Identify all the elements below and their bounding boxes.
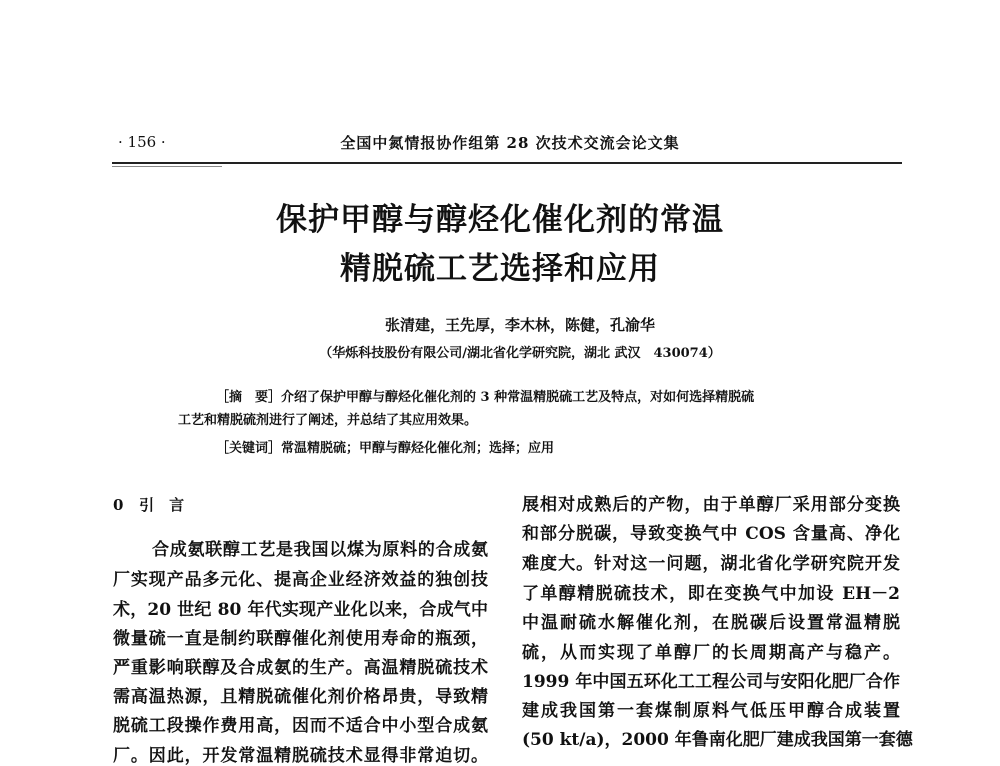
left-paragraph-line: 合成氨联醇工艺是我国以煤为原料的合成氨: [152, 540, 488, 560]
header-rule: [112, 162, 902, 164]
right-paragraph-line: 建成我国第一套煤制原料气低压甲醇合成装置: [522, 701, 900, 721]
right-paragraph-line: 硫，从而实现了单醇厂的长周期高产与稳产。: [522, 643, 900, 663]
right-paragraph-line: 和部分脱碳，导致变换气中 COS 含量高、净化: [522, 524, 900, 544]
right-paragraph-line: 1999 年中国五环化工工程公司与安阳化肥厂合作: [522, 672, 900, 692]
authors: 张清建，王先厚，李木林，陈健，孔渝华: [384, 316, 655, 334]
keywords-label: ［关键词］: [216, 441, 282, 456]
right-paragraph-line: 中温耐硫水解催化剂，在脱碳后设置常温精脱: [522, 613, 900, 633]
left-paragraph-line: 脱硫工段操作费用高，因而不适合中小型合成氨: [113, 716, 488, 736]
section-title: 引 言: [139, 496, 185, 514]
left-paragraph-line: 厂实现产品多元化、提高企业经济效益的独创技: [113, 570, 488, 590]
abstract-label: ［摘 要］: [216, 390, 282, 405]
section-number: 0: [113, 496, 124, 514]
right-paragraph-line: 了单醇精脱硫技术，即在变换气中加设 EH－2: [522, 584, 900, 604]
page-number: · 156 ·: [118, 133, 166, 151]
running-title: 全国中氮情报协作组第 28 次技术交流会论文集: [340, 134, 680, 152]
keywords: [216, 437, 554, 456]
right-paragraph-line: (50 kt/a)，2000 年鲁南化肥厂建成我国第一套德: [522, 730, 913, 750]
left-paragraph-line: 微量硫一直是制约联醇催化剂使用寿命的瓶颈，: [113, 629, 488, 649]
left-paragraph-line: 术，20 世纪 80 年代实现产业化以来，合成气中: [113, 600, 488, 620]
abstract-text-2: 工艺和精脱硫剂进行了阐述，并总结了其应用效果。: [178, 413, 478, 428]
left-paragraph-line: 厂。因此，开发常温精脱硫技术显得非常迫切。: [113, 746, 488, 766]
right-paragraph-line: 展相对成熟后的产物，由于单醇厂采用部分变换: [522, 495, 900, 515]
paper-title-line-2: 精脱硫工艺选择和应用: [340, 251, 660, 287]
right-paragraph-line: 难度大。针对这一问题，湖北省化学研究院开发: [522, 554, 900, 574]
left-paragraph-line: 严重影响联醇及合成氨的生产。高温精脱硫技术: [113, 658, 488, 678]
abstract: [216, 386, 754, 405]
affiliation: （华烁科技股份有限公司/湖北省化学研究院，湖北 武汉 430074）: [319, 346, 721, 361]
keywords-text: 常温精脱硫；甲醇与醇烃化催化剂；选择；应用: [281, 441, 555, 456]
paper-title-line-1: 保护甲醇与醇烃化催化剂的常温: [276, 202, 724, 238]
header-rule-thin: [112, 166, 222, 167]
section-heading: [113, 494, 184, 515]
left-paragraph-line: 需高温热源，且精脱硫催化剂价格昂贵，导致精: [113, 687, 488, 707]
abstract-text-1: 介绍了保护甲醇与醇烃化催化剂的 3 种常温精脱硫工艺及特点，对如何选择精脱硫: [281, 390, 755, 405]
